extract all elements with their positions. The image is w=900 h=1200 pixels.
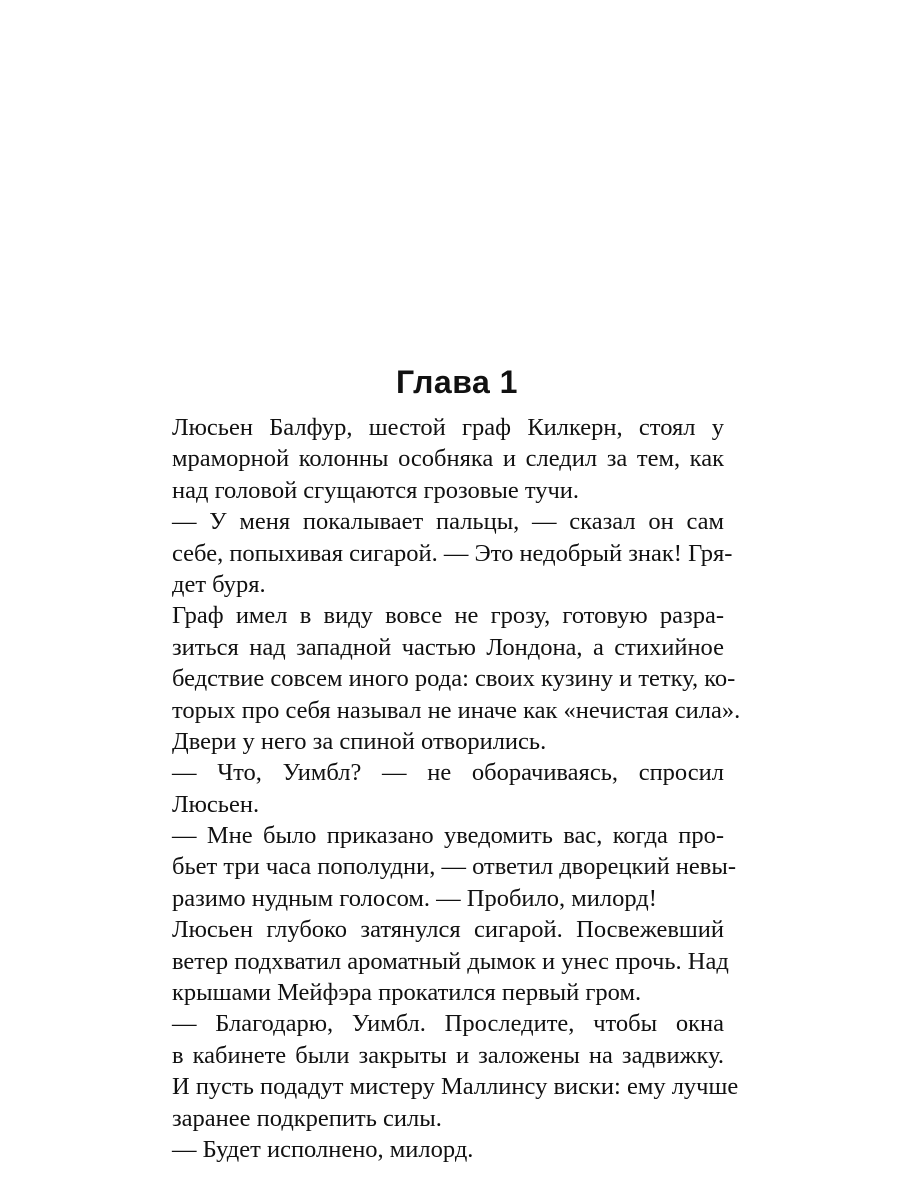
text-line: в кабинете были закрыты и заложены на задвижку. [172, 1041, 724, 1069]
text-line: — Мне было приказано уведомить вас, когда про- [172, 822, 724, 850]
text-line: Граф имел в виду вовсе не грозу, готовую разра- [172, 602, 724, 630]
text-line: — Благодарю, Уимбл. Проследите, чтобы окна [172, 1010, 724, 1038]
text-line: — У меня покалывает пальцы, — сказал он сам [172, 508, 724, 536]
text-line: торых про себя называл не иначе как «нечистая сила». [172, 696, 741, 724]
chapter-body [172, 412, 741, 1165]
chapter-title: Глава 1 [396, 364, 518, 400]
text-line: Люсьен. [172, 790, 260, 818]
text-line: разимо нудным голосом. — Пробило, милорд! [172, 884, 657, 912]
text-line: дет буря. [172, 570, 266, 598]
text-line: зиться над западной частью Лондона, а стихийное [172, 633, 724, 661]
text-line: И пусть подадут мистеру Маллинсу виски: ему лучше [172, 1073, 739, 1101]
text-line: ветер подхватил ароматный дымок и унес прочь. Над [172, 947, 729, 975]
text-line: Люсьен Балфур, шестой граф Килкерн, стоял у [172, 414, 724, 441]
text-line: заранее подкрепить силы. [172, 1104, 442, 1132]
text-line: себе, попыхивая сигарой. — Это недобрый знак! Гря- [172, 539, 733, 567]
text-line: над головой сгущаются грозовые тучи. [172, 476, 580, 504]
text-line: — Будет исполнено, милорд. [172, 1135, 474, 1163]
text-line: бьет три часа пополудни, — ответил дворецкий невы- [172, 853, 736, 881]
text-line: крышами Мейфэра прокатился первый гром. [172, 979, 642, 1007]
text-line: Двери у него за спиной отворились. [172, 727, 547, 755]
text-line: бедствие совсем иного рода: своих кузину и тетку, ко- [172, 665, 736, 693]
text-line: мраморной колонны особняка и следил за тем, как [172, 445, 724, 473]
text-line: — Что, Уимбл? — не оборачиваясь, спросил [172, 759, 724, 787]
text-line: Люсьен глубоко затянулся сигарой. Посвежевший [172, 916, 724, 944]
